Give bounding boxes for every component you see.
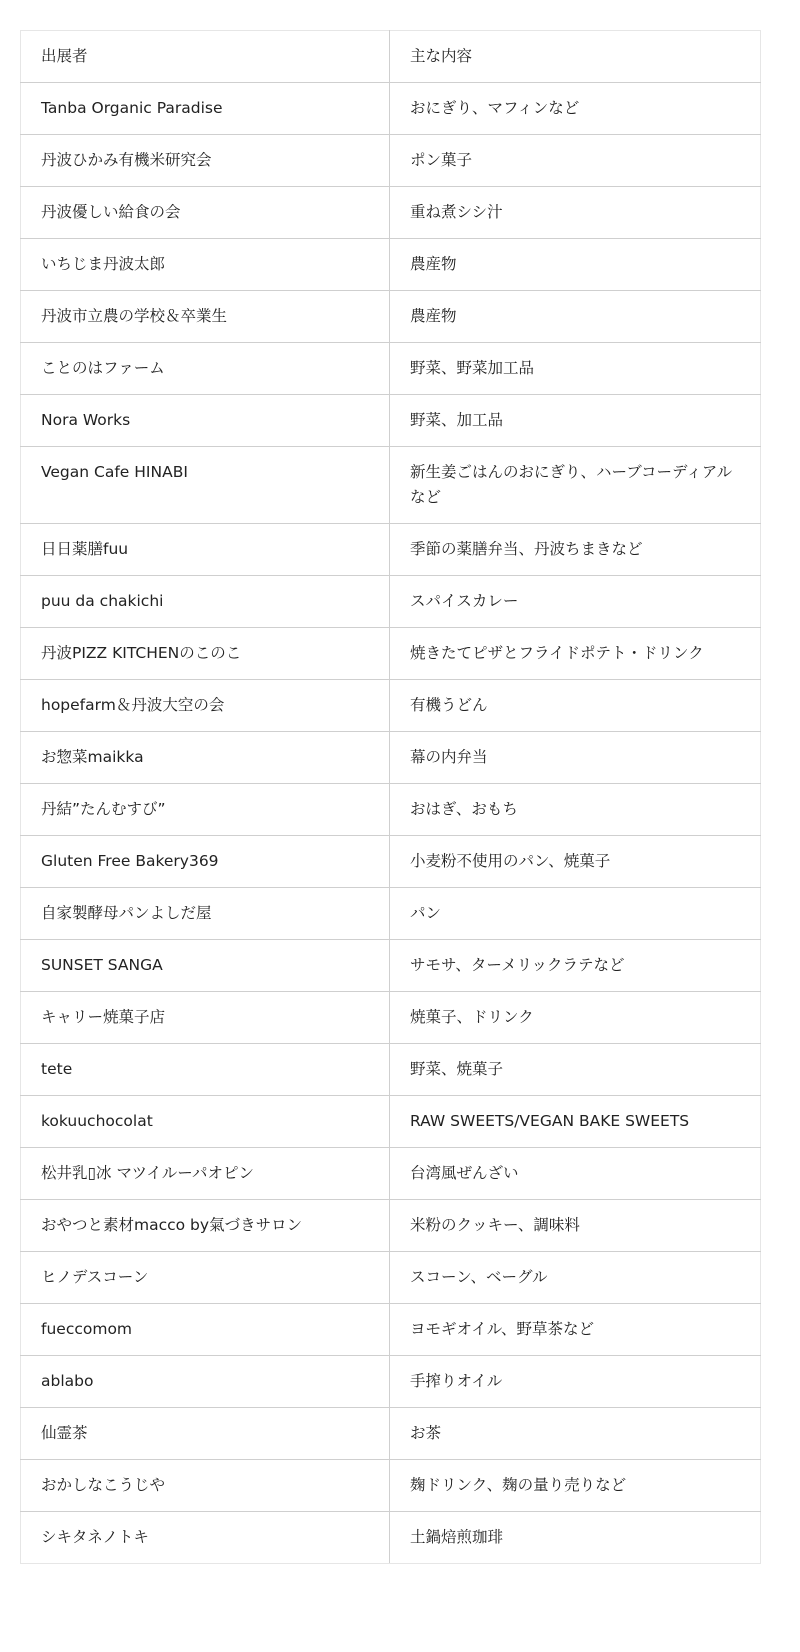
exhibitor-cell: ablabo: [21, 1356, 390, 1408]
content-cell: 重ね煮シシ汁: [390, 187, 761, 239]
content-cell: 野菜、野菜加工品: [390, 343, 761, 395]
exhibitor-cell: SUNSET SANGA: [21, 940, 390, 992]
table-row: [21, 1460, 761, 1512]
exhibitor-cell: kokuuchocolat: [21, 1096, 390, 1148]
exhibitor-cell: ことのはファーム: [21, 343, 390, 395]
table-row: [21, 524, 761, 576]
content-cell: 新生姜ごはんのおにぎり、ハーブコーディアルなど: [390, 447, 761, 524]
exhibitor-table: [20, 30, 761, 1564]
table-row: [21, 680, 761, 732]
exhibitor-cell: 自家製酵母パンよしだ屋: [21, 888, 390, 940]
content-cell: サモサ、ターメリックラテなど: [390, 940, 761, 992]
exhibitor-cell: シキタネノトキ: [21, 1512, 390, 1564]
content-cell: 焼きたてピザとフライドポテト・ドリンク: [390, 628, 761, 680]
header-content: 主な内容: [390, 31, 761, 83]
content-cell: 野菜、焼菓子: [390, 1044, 761, 1096]
exhibitor-cell: 日日薬膳fuu: [21, 524, 390, 576]
exhibitor-table-container: [20, 30, 760, 1564]
content-cell: 台湾風ぜんざい: [390, 1148, 761, 1200]
content-cell: 小麦粉不使用のパン、焼菓子: [390, 836, 761, 888]
table-row: [21, 395, 761, 447]
content-cell: 農産物: [390, 291, 761, 343]
exhibitor-cell: 仙霊茶: [21, 1408, 390, 1460]
exhibitor-cell: hopefarm＆丹波大空の会: [21, 680, 390, 732]
table-row: [21, 1408, 761, 1460]
table-row: [21, 1200, 761, 1252]
content-cell: 手搾りオイル: [390, 1356, 761, 1408]
content-cell: おにぎり、マフィンなど: [390, 83, 761, 135]
table-row: [21, 343, 761, 395]
exhibitor-cell: 丹波PIZZ KITCHENのこのこ: [21, 628, 390, 680]
exhibitor-cell: お惣菜maikka: [21, 732, 390, 784]
content-cell: RAW SWEETS/VEGAN BAKE SWEETS: [390, 1096, 761, 1148]
content-cell: 野菜、加工品: [390, 395, 761, 447]
exhibitor-cell: おやつと素材macco by氣づきサロン: [21, 1200, 390, 1252]
table-row: [21, 1148, 761, 1200]
exhibitor-cell: Nora Works: [21, 395, 390, 447]
table-row: [21, 1512, 761, 1564]
content-cell: 土鍋焙煎珈琲: [390, 1512, 761, 1564]
exhibitor-cell: fueccomom: [21, 1304, 390, 1356]
header-exhibitor: 出展者: [21, 31, 390, 83]
table-row: [21, 447, 761, 524]
exhibitor-cell: 丹波市立農の学校＆卒業生: [21, 291, 390, 343]
content-cell: 有機うどん: [390, 680, 761, 732]
content-cell: 農産物: [390, 239, 761, 291]
table-row: [21, 628, 761, 680]
table-row: [21, 239, 761, 291]
table-row: [21, 291, 761, 343]
table-row: [21, 836, 761, 888]
exhibitor-cell: いちじま丹波太郎: [21, 239, 390, 291]
table-row: [21, 1356, 761, 1408]
exhibitor-cell: キャリー焼菓子店: [21, 992, 390, 1044]
content-cell: パン: [390, 888, 761, 940]
exhibitor-cell: 松井乳▯冰 マツイルーパオピン: [21, 1148, 390, 1200]
table-row: [21, 1304, 761, 1356]
exhibitor-cell: tete: [21, 1044, 390, 1096]
exhibitor-cell: 丹結”たんむすび”: [21, 784, 390, 836]
exhibitor-cell: ヒノデスコーン: [21, 1252, 390, 1304]
table-row: [21, 940, 761, 992]
table-row: [21, 888, 761, 940]
content-cell: 米粉のクッキー、調味料: [390, 1200, 761, 1252]
table-row: [21, 992, 761, 1044]
content-cell: 焼菓子、ドリンク: [390, 992, 761, 1044]
exhibitor-cell: おかしなこうじや: [21, 1460, 390, 1512]
table-row: [21, 83, 761, 135]
exhibitor-cell: 丹波ひかみ有機米研究会: [21, 135, 390, 187]
content-cell: ポン菓子: [390, 135, 761, 187]
exhibitor-cell: Gluten Free Bakery369: [21, 836, 390, 888]
table-row: [21, 1044, 761, 1096]
exhibitor-cell: 丹波優しい給食の会: [21, 187, 390, 239]
table-row: [21, 135, 761, 187]
table-row: [21, 732, 761, 784]
table-row: [21, 1252, 761, 1304]
exhibitor-cell: puu da chakichi: [21, 576, 390, 628]
exhibitor-table-body: [21, 31, 761, 1564]
content-cell: スコーン、ベーグル: [390, 1252, 761, 1304]
content-cell: お茶: [390, 1408, 761, 1460]
exhibitor-cell: Tanba Organic Paradise: [21, 83, 390, 135]
table-row: [21, 1096, 761, 1148]
content-cell: スパイスカレー: [390, 576, 761, 628]
table-row: [21, 187, 761, 239]
content-cell: 幕の内弁当: [390, 732, 761, 784]
content-cell: おはぎ、おもち: [390, 784, 761, 836]
table-row: [21, 576, 761, 628]
content-cell: 麹ドリンク、麹の量り売りなど: [390, 1460, 761, 1512]
content-cell: ヨモギオイル、野草茶など: [390, 1304, 761, 1356]
content-cell: 季節の薬膳弁当、丹波ちまきなど: [390, 524, 761, 576]
table-header-row: [21, 31, 761, 83]
table-row: [21, 784, 761, 836]
exhibitor-cell: Vegan Cafe HINABI: [21, 447, 390, 524]
